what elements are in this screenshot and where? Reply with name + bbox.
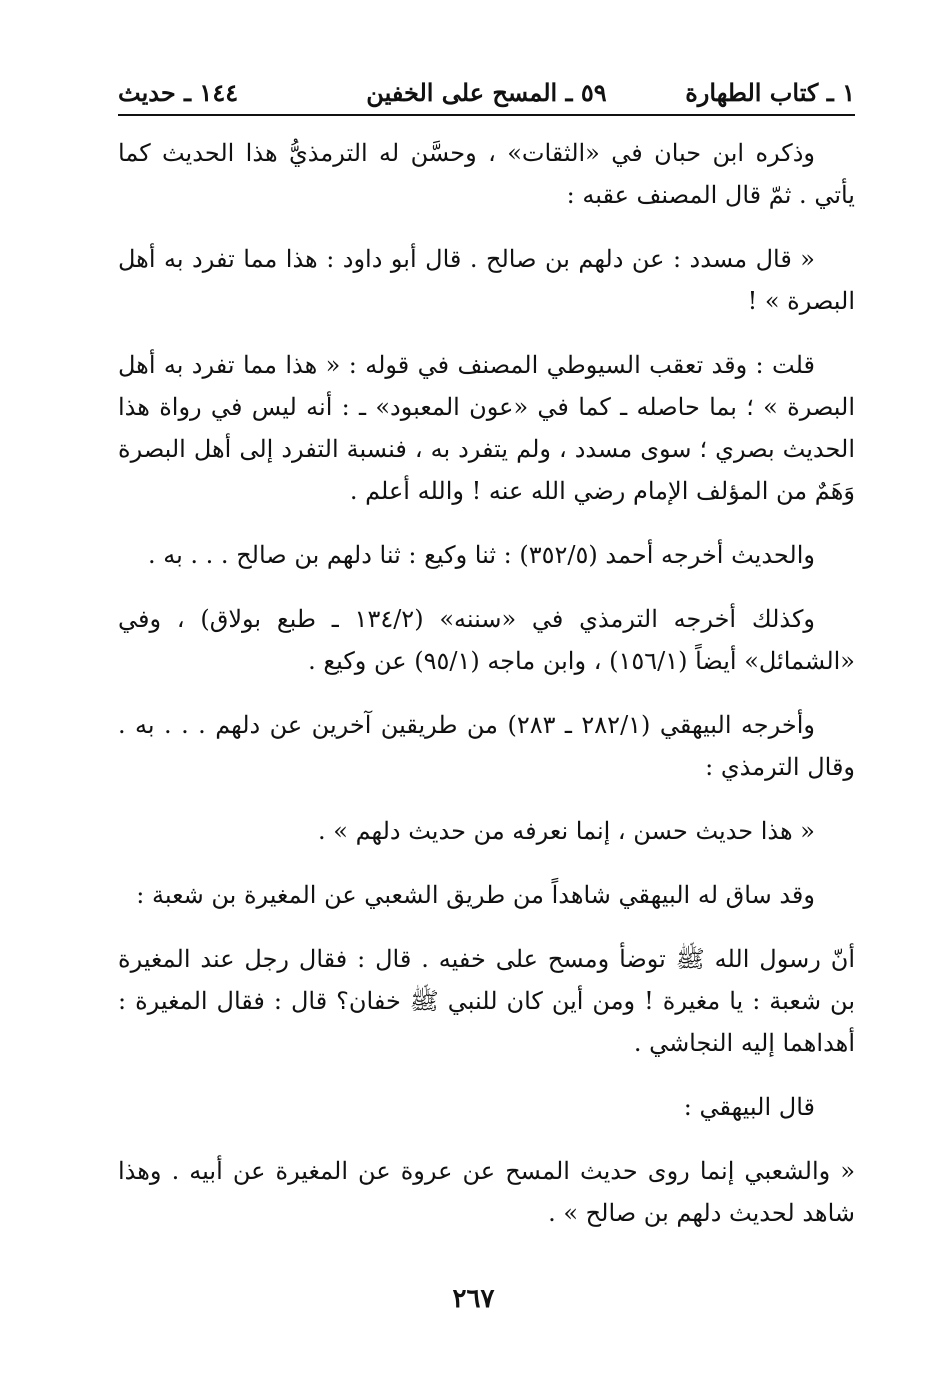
paragraph: « قال مسدد : عن دلهم بن صالح . قال أبو داود : هذا مما تفرد به أهل البصرة » ! — [118, 245, 855, 315]
paragraph: أنّ رسول الله ﷺ توضأ ومسح على خفيه . قال : فقال رجل عند المغيرة بن شعبة : يا مغيرة ! ومن أين كان للنبي ﷺ خفان؟ قال : فقال المغيرة : أهداهما إليه النجاشي . — [118, 945, 855, 1057]
paragraph: « هذا حديث حسن ، إنما نعرفه من حديث دلهم » . — [318, 817, 815, 845]
paragraph: « والشعبي إنما روى حديث المسح عن عروة عن المغيرة عن أبيه . وهذا شاهد لحديث دلهم بن صالح » . — [118, 1157, 856, 1227]
paragraph: قلت : وقد تعقب السيوطي المصنف في قوله : « هذا مما تفرد به أهل البصرة » ؛ بما حاصله ـ كما في «عون المعبود» ـ : أنه ليس في رواة هذا الحديث بصري ؛ سوى مسدد ، ولم يتفرد به ، فنسبة التفرد إلى أهل البصرة وَهَمٌ من المؤلف الإمام رضي الله عنه ! والله أعلم . — [118, 351, 855, 505]
header-hadith-number: ١٤٤ ـ حديث — [118, 78, 239, 107]
header-book-title: ١ ـ كتاب الطهارة — [685, 78, 855, 107]
page-body — [118, 132, 855, 1256]
paragraph: وأخرجه البيهقي (٢٨٢/١ ـ ٢٨٣) من طريقين آخرين عن دلهم . . . به . وقال الترمذي : — [118, 711, 855, 781]
paragraph: وكذلك أخرجه الترمذي في «سننه» (١٣٤/٢ ـ طبع بولاق) ، وفي «الشمائل» أيضاً (١٥٦/١) ، وابن ماجه (٩٥/١) عن وكيع . — [118, 605, 855, 675]
paragraph: قال البيهقي : — [683, 1093, 815, 1121]
paragraph: والحديث أخرجه أحمد (٣٥٢/٥) : ثنا وكيع : ثنا دلهم بن صالح . . . به . — [147, 541, 815, 569]
paragraph: وذكره ابن حبان في «الثقات» ، وحسَّن له الترمذيُّ هذا الحديث كما يأتي . ثمّ قال المصنف عقبه : — [118, 139, 855, 209]
page-number: ٢٦٧ — [452, 1284, 495, 1314]
header-chapter-title: ٥٩ ـ المسح على الخفين — [366, 78, 607, 107]
running-header — [118, 70, 855, 116]
paragraph: وقد ساق له البيهقي شاهداً من طريق الشعبي عن المغيرة بن شعبة : — [136, 881, 815, 909]
